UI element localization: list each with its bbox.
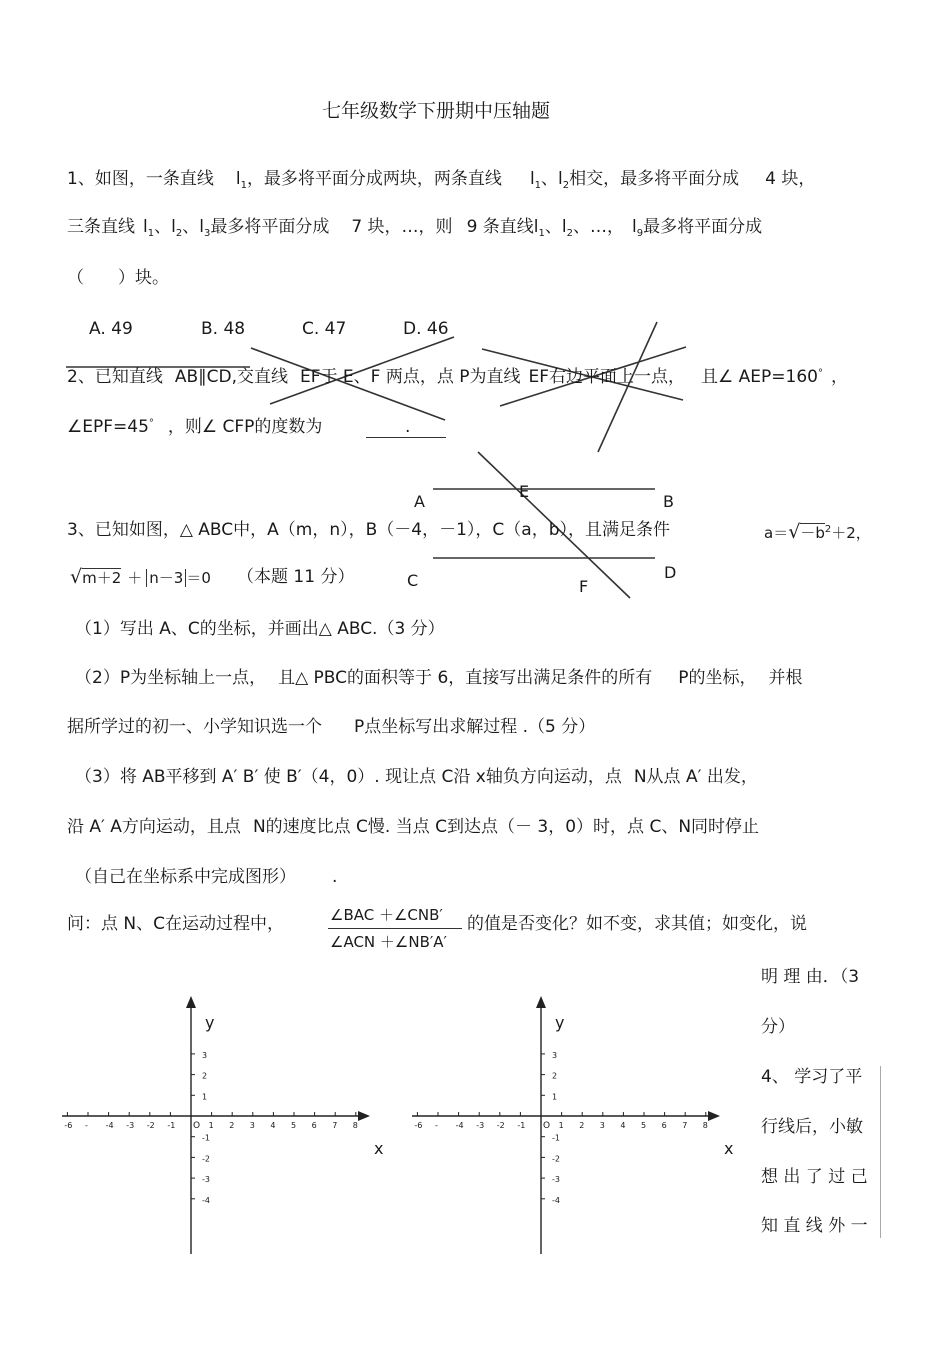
q2-degree: ° (818, 368, 823, 379)
y-axis-arrow (186, 996, 196, 1008)
formula-text: a＝ (764, 524, 789, 542)
x-tick-label: -2 (146, 1121, 155, 1130)
q1-sub: 1 (147, 228, 155, 239)
q1-text: 、 (541, 169, 559, 189)
q1-sub: 3 (203, 228, 211, 239)
q3-text: N的速度比点 C慢. 当点 C到达点（－ 3，0）时，点 C、N同时停止 (252, 817, 760, 837)
q3-part1: （1）写出 A、C的坐标，并画出△ ABC.（3 分） (75, 619, 445, 639)
y-tick-label: -1 (202, 1133, 210, 1143)
q3-text: P点坐标写出求解过程 .（5 分） (354, 717, 596, 737)
q3-text: （自己在坐标系中完成图形） (75, 867, 296, 887)
x-tick-label: 1 (208, 1121, 214, 1130)
q2-text: ，则∠ CFP的度数为 (167, 417, 323, 437)
q1-text: l (533, 217, 539, 237)
q3-part2-line2 (67, 716, 595, 738)
q2-degree: ° (148, 418, 154, 429)
q1-text: 三条直线 (67, 217, 135, 237)
label-a: A (414, 492, 425, 511)
q1-text: l (199, 217, 204, 237)
y-tick-label: 2 (552, 1071, 558, 1081)
q1-text: 7 块，…，则 (351, 217, 453, 237)
y-tick-label: -2 (202, 1154, 210, 1164)
formula-text: ＝0 (186, 569, 211, 587)
formula-exponent: 2 (824, 524, 832, 535)
q1-sub: 1 (534, 180, 542, 191)
q4-right-border (880, 1066, 881, 1238)
label-e: E (519, 482, 530, 501)
coordinate-system-left (58, 992, 398, 1262)
q2-period: . (405, 417, 411, 437)
q1-text: 、…， (573, 217, 625, 237)
q1-option-c: C. 47 (302, 319, 347, 339)
q2-text: AB∥CD, (174, 367, 237, 387)
y-tick-label: 2 (202, 1071, 208, 1081)
q1-option-a: A. 49 (89, 319, 133, 339)
q1-text: 、 (154, 217, 172, 237)
y-tick-label: -4 (552, 1195, 560, 1205)
x-tick-label: -2 (496, 1121, 505, 1130)
x-tick-label: 2 (229, 1121, 235, 1130)
q1-text: ，最多将平面分成两块，两条直线 (246, 169, 502, 189)
x-tick-label: 6 (661, 1121, 667, 1130)
q4-line3: 想 出 了 过 己 (761, 1167, 868, 1187)
q4-line1: 4、 学习了平 (761, 1067, 863, 1087)
x-axis-label: x (724, 1139, 734, 1158)
q3-formula-condition (70, 566, 211, 589)
y-axis-arrow (536, 996, 546, 1008)
x-tick-label: 8 (702, 1121, 708, 1130)
y-axis-label: y (205, 1013, 215, 1032)
q1-text: 1、如图，一条直线 (67, 169, 214, 189)
x-tick-label: -6 (64, 1121, 73, 1130)
q3-line1 (67, 519, 670, 541)
q3-text: 据所学过的初一、小学知识选一个 (67, 717, 322, 737)
q3-text: N从点 A′ 出发， (633, 767, 758, 787)
x-axis-arrow (708, 1111, 720, 1121)
q1-text: l (171, 217, 176, 237)
x-tick-label: 3 (249, 1121, 255, 1130)
origin-label: O (193, 1121, 201, 1131)
y-tick-label: 1 (552, 1092, 558, 1102)
q1-sub: 2 (566, 228, 574, 239)
q1-text: l (632, 217, 637, 237)
q1-text: 、 (544, 217, 562, 237)
x-tick-label: -4 (105, 1121, 114, 1130)
q2-text: 2、已知直线 (67, 367, 163, 387)
x-tick-label: 5 (291, 1121, 297, 1130)
fraction-numerator: ∠BAC ＋∠CNB′ (330, 906, 443, 924)
q3-text: （3）将 AB平移到 A′ B′ 使 B′（4，0）. 现让点 C沿 x轴负方向运动，点 (75, 767, 622, 787)
q2-text: EF右边平面上一点， (528, 367, 686, 387)
q3-question-tail: 的值是否变化？如不变，求其值；如变化，说 (467, 914, 807, 934)
formula-text: ＋2， (831, 524, 871, 542)
formula-text: ＋ (127, 569, 143, 587)
y-tick-label: -1 (552, 1133, 560, 1143)
q3-formula-a (764, 521, 871, 547)
y-tick-label: 3 (552, 1050, 558, 1060)
q1-text: l (561, 217, 567, 237)
y-tick-label: -3 (202, 1175, 210, 1185)
y-tick-label: 1 (202, 1092, 208, 1102)
fraction-denominator: ∠ACN ＋∠NB′A′ (330, 933, 447, 951)
q2-text: 交直线 (236, 367, 288, 387)
y-tick-label: -2 (552, 1154, 560, 1164)
sqrt-sign: √ (70, 566, 83, 588)
x-tick-label: 1 (558, 1121, 564, 1130)
q1-sub: 1 (538, 228, 545, 239)
label-b: B (663, 492, 674, 511)
formula-radicand: －b (800, 524, 825, 542)
y-tick-label: -4 (202, 1195, 210, 1205)
q2-line2 (67, 416, 322, 441)
q3-text: A（m，n），B（－4，－1），C（a，b），且满足条件 (267, 520, 671, 540)
q1-text: l (235, 169, 241, 189)
x-tick-label: -1 (517, 1121, 526, 1130)
x-tick-label: 8 (352, 1121, 358, 1130)
q3-text: 且△ PBC的面积等于 6，直接写出满足条件的所有 (278, 668, 653, 688)
x-tick-label: -6 (414, 1121, 423, 1130)
q2-text: EF于 E、F 两点，点 P为直线 (299, 367, 521, 387)
q1-text: 相交，最多将平面分成 (569, 169, 740, 189)
x-tick-label: 6 (311, 1121, 317, 1130)
x-axis-label: x (374, 1139, 384, 1158)
q2-text: ， (831, 367, 848, 387)
y-axis-label: y (555, 1013, 565, 1032)
q3-text: 沿 A′ A方向运动，且点 (67, 817, 241, 837)
q1-text: l (529, 169, 535, 189)
q1-sub: 2 (175, 228, 183, 239)
q3-text: . (332, 867, 338, 887)
q1-option-d: D. 46 (403, 319, 449, 339)
sqrt-sign: √ (788, 521, 801, 543)
x-tick-label: 7 (682, 1121, 688, 1130)
q2-line1 (67, 366, 848, 391)
x-tick-label: 7 (332, 1121, 338, 1130)
x-tick-label: 3 (599, 1121, 605, 1130)
q3-part3-line2 (67, 816, 759, 838)
q1-text: l (143, 217, 148, 237)
label-c: C (407, 571, 419, 590)
q3-score: （本题 11 分） (237, 567, 355, 587)
q1-text: 最多将平面分成 (643, 217, 763, 237)
y-tick-label: 3 (202, 1050, 208, 1060)
q3-text: 3、已知如图，△ ABC中， (67, 520, 268, 540)
x-tick-label: 5 (641, 1121, 647, 1130)
x-tick-label: -1 (167, 1121, 176, 1130)
q1-sub: 2 (562, 180, 570, 191)
origin-label: O (543, 1121, 551, 1131)
q1-text: 最多将平面分成 (210, 217, 330, 237)
label-d: D (664, 563, 677, 582)
y-tick-label: -3 (552, 1175, 560, 1185)
q3-question-tail2: 明 理 由．（3 (761, 967, 860, 987)
x-tick-label: - (85, 1121, 88, 1130)
x-tick-label: -3 (476, 1121, 485, 1130)
q3-part2-line1 (75, 667, 803, 689)
fraction-bar (328, 928, 462, 929)
q3-question: 问：点 N、C在运动过程中， (67, 914, 284, 934)
q1-text: 4 块， (765, 169, 816, 189)
q3-text: （2）P为坐标轴上一点， (75, 668, 267, 688)
q1-text: 9 条直线 (466, 217, 534, 237)
x-tick-label: 4 (620, 1121, 626, 1130)
coordinate-system-right (408, 992, 748, 1262)
x-tick-label: -4 (455, 1121, 464, 1130)
q1-text: 、 (182, 217, 200, 237)
q2-text: ∠EPF=45 (67, 417, 149, 437)
label-f: F (579, 577, 589, 596)
formula-abs: n－3 (146, 569, 186, 587)
x-tick-label: 2 (579, 1121, 585, 1130)
x-tick-label: 4 (270, 1121, 276, 1130)
formula-radicand: m＋2 (82, 569, 122, 587)
page-title: 七年级数学下册期中压轴题 (322, 100, 551, 122)
q2-text: 且∠ AEP=160 (701, 367, 818, 387)
q3-part3-line3 (75, 866, 337, 888)
q3-question-tail3: 分） (761, 1017, 795, 1037)
q1-sub: 9 (636, 228, 644, 239)
q4-line4: 知 直 线 外 一 (761, 1216, 868, 1236)
q3-text: 并根 (768, 668, 803, 688)
q1-option-b: B. 48 (201, 319, 246, 339)
q4-line2: 行线后，小敏 (761, 1117, 863, 1137)
x-tick-label: - (435, 1121, 438, 1130)
q1-line3: （ ）块。 (67, 268, 169, 288)
x-tick-label: -3 (126, 1121, 135, 1130)
q1-sub: 1 (240, 180, 247, 191)
q1-text: l (558, 169, 563, 189)
x-axis-arrow (358, 1111, 370, 1121)
q3-part3-line1 (75, 766, 758, 788)
q3-text: P的坐标， (678, 668, 757, 688)
